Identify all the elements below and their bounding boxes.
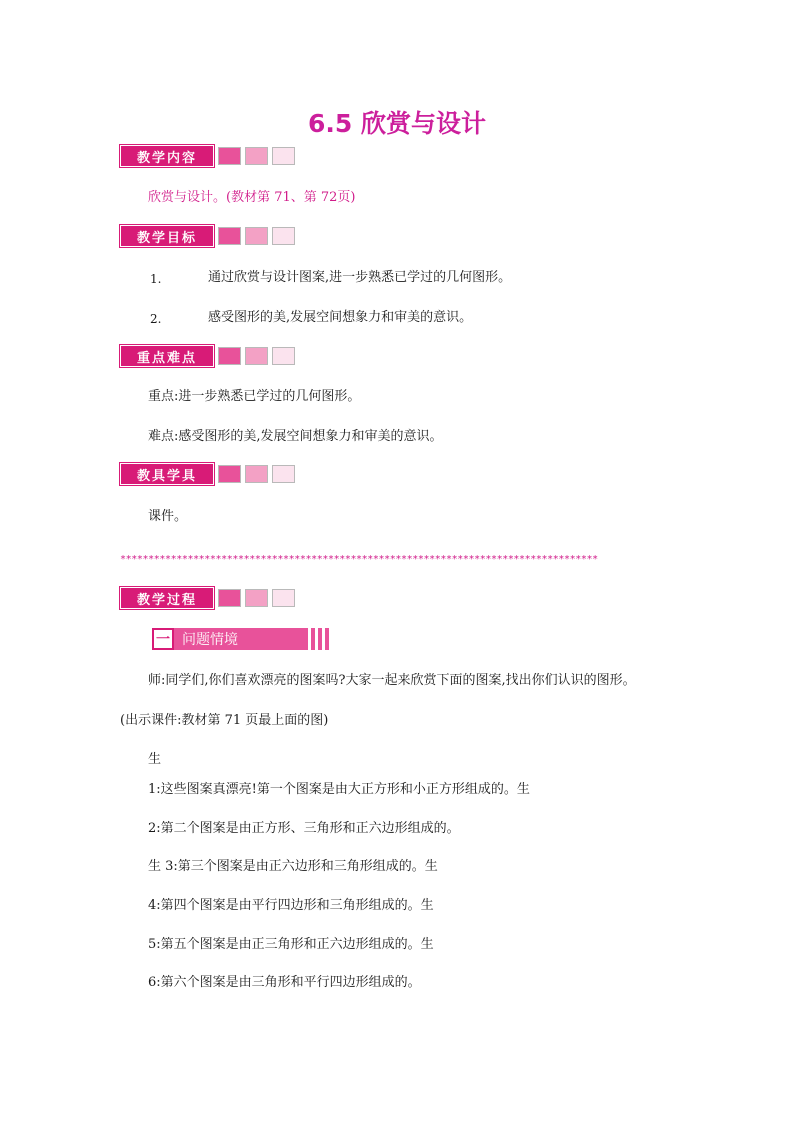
subsection-header	[152, 628, 329, 650]
decor-square	[245, 227, 268, 245]
decor-square	[245, 347, 268, 365]
section-label: 教学过程	[120, 587, 214, 609]
section-header-key	[120, 345, 295, 367]
section-label: 重点难点	[120, 345, 214, 367]
decor-square	[218, 347, 241, 365]
process-line: 1:这些图案真漂亮!第一个图案是由大正方形和小正方形组成的。生	[148, 782, 530, 797]
decor-square	[218, 465, 241, 483]
goal-text: 通过欣赏与设计图案,进一步熟悉已学过的几何图形。	[208, 270, 512, 285]
process-line: 6:第六个图案是由三角形和平行四边形组成的。	[148, 975, 421, 990]
decor-square	[218, 589, 241, 607]
decor-square	[245, 589, 268, 607]
decor-square	[245, 147, 268, 165]
content-text: 欣赏与设计。(教材第 71、第 72页)	[148, 190, 356, 205]
process-line: 师:同学们,你们喜欢漂亮的图案吗?大家一起来欣赏下面的图案,找出你们认识的图形。	[148, 673, 636, 688]
subsection-label: 问题情境	[174, 628, 308, 650]
section-label: 教学内容	[120, 145, 214, 167]
decor-square	[218, 147, 241, 165]
decor-square	[272, 465, 295, 483]
decor-square	[245, 465, 268, 483]
process-line: 4:第四个图案是由平行四边形和三角形组成的。生	[148, 898, 434, 913]
section-label: 教具学具	[120, 463, 214, 485]
decor-bar	[311, 628, 315, 650]
section-header-goals	[120, 225, 295, 247]
section-header-content	[120, 145, 295, 167]
process-line: 生	[148, 752, 162, 767]
page-title: 6.5 欣赏与设计	[308, 109, 486, 138]
section-label: 教学目标	[120, 225, 214, 247]
divider-stars: *************************************************************************************	[120, 554, 598, 565]
tools-text: 课件。	[148, 509, 188, 524]
goal-text: 感受图形的美,发展空间想象力和审美的意识。	[208, 310, 473, 325]
decor-square	[272, 589, 295, 607]
process-line: 5:第五个图案是由正三角形和正六边形组成的。生	[148, 937, 434, 952]
decor-square	[272, 147, 295, 165]
goal-num: 2.	[150, 312, 162, 326]
decor-square	[272, 227, 295, 245]
decor-square	[272, 347, 295, 365]
section-header-process	[120, 587, 295, 609]
key-focus: 重点:进一步熟悉已学过的几何图形。	[148, 389, 361, 404]
subsection-number: 一	[152, 628, 174, 650]
decor-square	[218, 227, 241, 245]
decor-bar	[325, 628, 329, 650]
goal-num: 1.	[150, 272, 162, 286]
key-difficulty: 难点:感受图形的美,发展空间想象力和审美的意识。	[148, 429, 443, 444]
process-line: 生 3:第三个图案是由正六边形和三角形组成的。生	[148, 859, 438, 874]
section-header-tools	[120, 463, 295, 485]
process-line: (出示课件:教材第 71 页最上面的图)	[120, 713, 329, 728]
process-line: 2:第二个图案是由正方形、三角形和正六边形组成的。	[148, 821, 460, 836]
decor-bar	[318, 628, 322, 650]
